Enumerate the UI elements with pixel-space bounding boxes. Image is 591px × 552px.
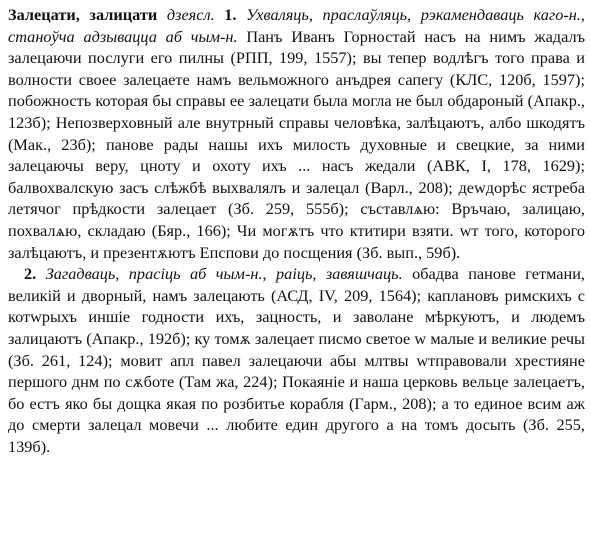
sense-1-definition: Ухваляць, праслаўляць, рэкамендаваць каго-н., станоўча адзывацца аб чым-н. bbox=[8, 5, 586, 46]
sense-1-number: 1. bbox=[224, 5, 237, 24]
sense-1-citations: Панъ Иванъ Горностай насъ на нимъ жадалъ залецаючи послуги его пилны (РПП, 199, 1557); вы тепер водлѣгъ того права и волности своее залецаете намъ вельможного анъдрея сапегу (КЛС, 120б, 1597); побожность которая бы справы ее залецати была могла не был обдароный (Апакр., 123б); Непозверховный але внутрный справы человѣка, залѣцаютъ, албо шкодятъ (Мак., 23б); панове рады нашы ихъ милость духовные и свецкие, за ними залецаючы веру, цноту и охоту ихъ ... насъ жедали (АВК, I, 178, 1629); балвохвалскую засъ слѣжбѣ выхвалялъ и залецал (Варл., 208); деwдорѣс ястреба летячог прѣдкости залецает (Зб. 259, 555б); съставлѧю: Връчаю, залицаю, похвалѧю, складаю (Бяр., 166); Чи могѫтъ что ктитири взяти. wт того, которого залѣцаютъ, и презентѫютъ Епспови до посщения (Зб. вып., 59б). bbox=[8, 26, 585, 262]
sense-2-paragraph bbox=[8, 263, 585, 457]
headword: Залецати, залицати bbox=[8, 5, 158, 24]
sense-2-citations: обадва панове гетмани, великій и дворный, намъ залецають (АСД, IV, 209, 1564); каплановъ римскихъ с котwрыхъ иншіе годности ихъ, зацность, и заволане мѣркуютъ, и людемъ залицаютъ (Апакр., 192б); ку томѫ залецает писмо светое w малые и великие речы (Зб. 261, 124); мовит апл павел залецаючи абы млтвы wтправовали хрестияне першого днм по сѫботе (Там жа, 224); Покаяніе и наша церковь вельце залецаетъ, бо естъ яко бы дощка якая по розбитье корабля (Гарм., 208); а то единое всим аж до смерти залецал мовечи ... любите един другого а на томъ досыть (Зб. 255, 139б). bbox=[8, 264, 586, 456]
sense-2-definition: Загадваць, прасіць аб чым-н., раіць, завяшчаць. bbox=[45, 264, 403, 284]
dictionary-entry bbox=[8, 4, 585, 263]
sense-2-number: 2. bbox=[24, 264, 37, 284]
part-of-speech: дзеясл. bbox=[166, 5, 215, 24]
